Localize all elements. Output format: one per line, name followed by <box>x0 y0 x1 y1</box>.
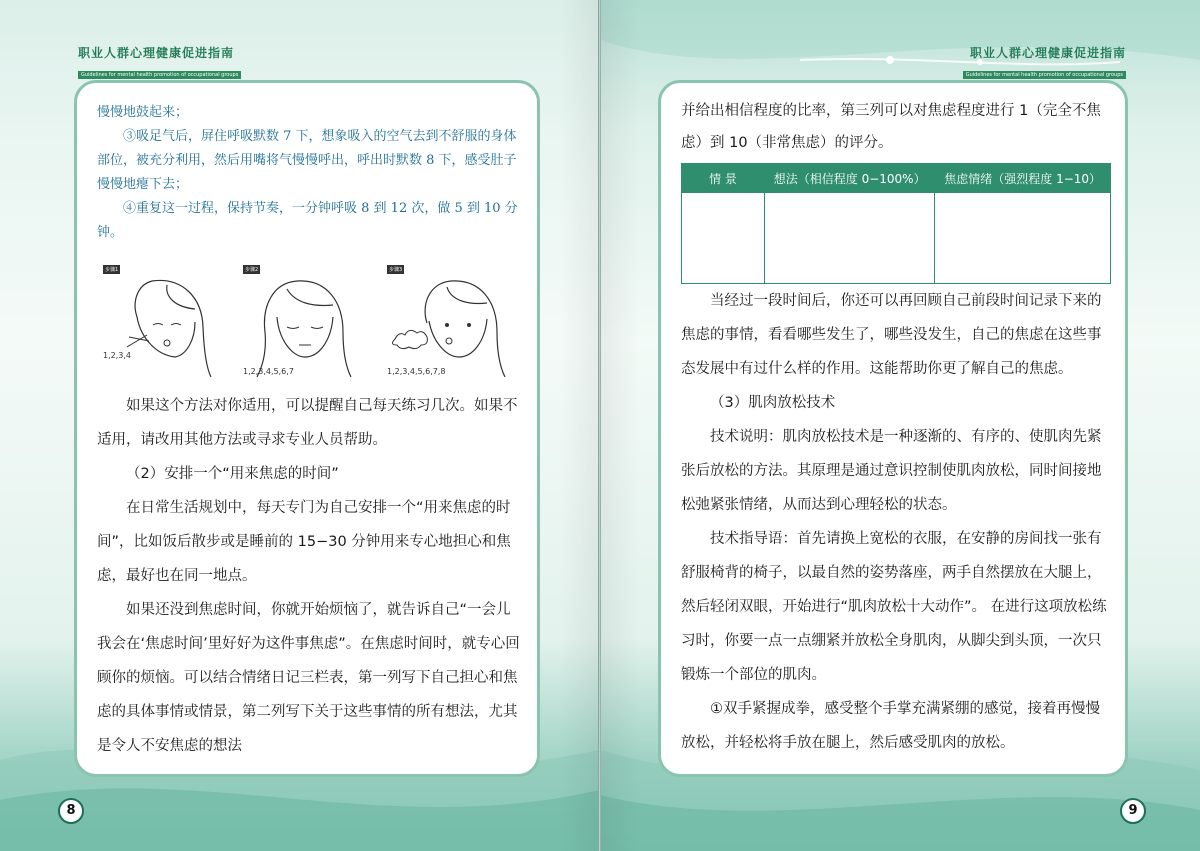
table-header: 想法（相信程度 0−100%） <box>765 164 935 193</box>
step-figure <box>103 265 233 383</box>
paragraph: 技术说明：肌肉放松技术是一种逐渐的、有序的、使肌肉先紧张后放松的方法。其原理是通过意识控制使肌肉放松，同时间接地松弛紧张情绪，从而达到心理轻松的状态。 <box>681 429 1102 513</box>
section-heading: （2）安排一个“用来焦虑的时间” <box>126 466 339 482</box>
step-label: 步骤1 <box>105 267 119 273</box>
emotion-diary-table <box>681 163 1111 284</box>
face-exhale-icon <box>391 277 511 377</box>
face-inhale-icon <box>107 277 217 377</box>
header-subtitle: Guidelines for mental health promotion of occupational groups <box>78 71 241 79</box>
table-header: 情 景 <box>682 164 765 193</box>
header-title: 职业人群心理健康促进指南 <box>969 46 1126 60</box>
step-text: ④重复这一过程，保持节奏，一分钟呼吸 8 到 12 次，做 5 到 10 分钟。 <box>97 201 518 240</box>
paragraph: 并给出相信程度的比率，第三列可以对焦虑程度进行 1（完全不焦虑）到 10（非常焦虑）的评分。 <box>681 103 1101 151</box>
table-cell <box>935 193 1111 284</box>
book-spine <box>598 0 601 851</box>
step-label: 步骤2 <box>245 267 259 273</box>
paragraph: 在日常生活规划中，每天专门为自己安排一个“用来焦虑的时间”，比如饭后散步或是睡前的 15−30 分钟用来专心地担心和焦虑，最好也在同一地点。 <box>97 500 511 584</box>
paragraph: 如果还没到焦虑时间，你就开始烦恼了，就告诉自己“一会儿我会在‘焦虑时间’里好好为这件事焦虑”。在焦虑时间时，就专心回顾你的烦恼。可以结合情绪日记三栏表，第一列写下自己担心和焦虑的具体事情或情景，第二列写下关于这些事情的所有想法，尤其是令人不安焦虑的想法 <box>97 602 520 754</box>
header-subtitle: Guidelines for mental health promotion of occupational groups <box>963 71 1126 79</box>
running-header <box>78 44 241 80</box>
step-text: ③吸足气后，屏住呼吸默数 7 下，想象吸入的空气去到不舒服的身体部位，被充分利用，然后用嘴将气慢慢呼出，呼出时默数 8 下，感受肚子慢慢地瘪下去； <box>97 129 517 192</box>
page-shadow <box>600 0 640 851</box>
count-label: 1,2,3,4,5,6,7,8 <box>387 367 446 376</box>
step-text: 慢慢地鼓起来； <box>97 105 189 120</box>
paragraph: 当经过一段时间后，你还可以再回顾自己前段时间记录下来的焦虑的事情，看看哪些发生了，哪些没发生，自己的焦虑在这些事态发展中有过什么样的作用。这能帮助你更了解自己的焦虑。 <box>681 293 1102 377</box>
right-body-text <box>681 95 1111 760</box>
count-label: 1,2,3,4,5,6,7 <box>243 367 294 376</box>
paragraph: 如果这个方法对你适用，可以提醒自己每天练习几次。如果不适用，请改用其他方法或寻求专业人员帮助。 <box>97 398 518 448</box>
left-body-text <box>97 389 523 763</box>
breathing-illustration <box>97 265 523 383</box>
step-figure <box>243 265 373 383</box>
right-page <box>600 0 1200 851</box>
content-box <box>658 80 1128 777</box>
count-label: 1,2,3,4 <box>103 351 131 360</box>
content-box <box>74 80 540 777</box>
page-number: 9 <box>1120 798 1146 824</box>
paragraph: ①双手紧握成拳，感受整个手掌充满紧绷的感觉，接着再慢慢放松，并轻松将手放在腿上，然后感受肌肉的放松。 <box>681 701 1100 751</box>
section-heading: （3）肌肉放松技术 <box>710 395 836 411</box>
page-number: 8 <box>58 798 84 824</box>
face-hold-icon <box>247 277 357 377</box>
page-shadow <box>560 0 600 851</box>
paragraph: 技术指导语：首先请换上宽松的衣服，在安静的房间找一张有舒服椅背的椅子，以最自然的姿势落座，两手自然摆放在大腿上，然后轻闭双眼，开始进行“肌肉放松十大动作”。 在进行这项放松练习时，你要一点一点绷紧并放松全身肌肉，从脚尖到头顶，一次只锻炼一个部位的肌肉。 <box>681 531 1107 683</box>
table-cell <box>682 193 765 284</box>
breathing-steps <box>97 101 523 245</box>
step-label: 步骤3 <box>389 267 403 273</box>
header-title: 职业人群心理健康促进指南 <box>78 46 235 60</box>
step-figure <box>387 265 517 383</box>
table-cell <box>765 193 935 284</box>
running-header <box>963 44 1126 80</box>
table-header: 焦虑情绪（强烈程度 1−10） <box>935 164 1111 193</box>
